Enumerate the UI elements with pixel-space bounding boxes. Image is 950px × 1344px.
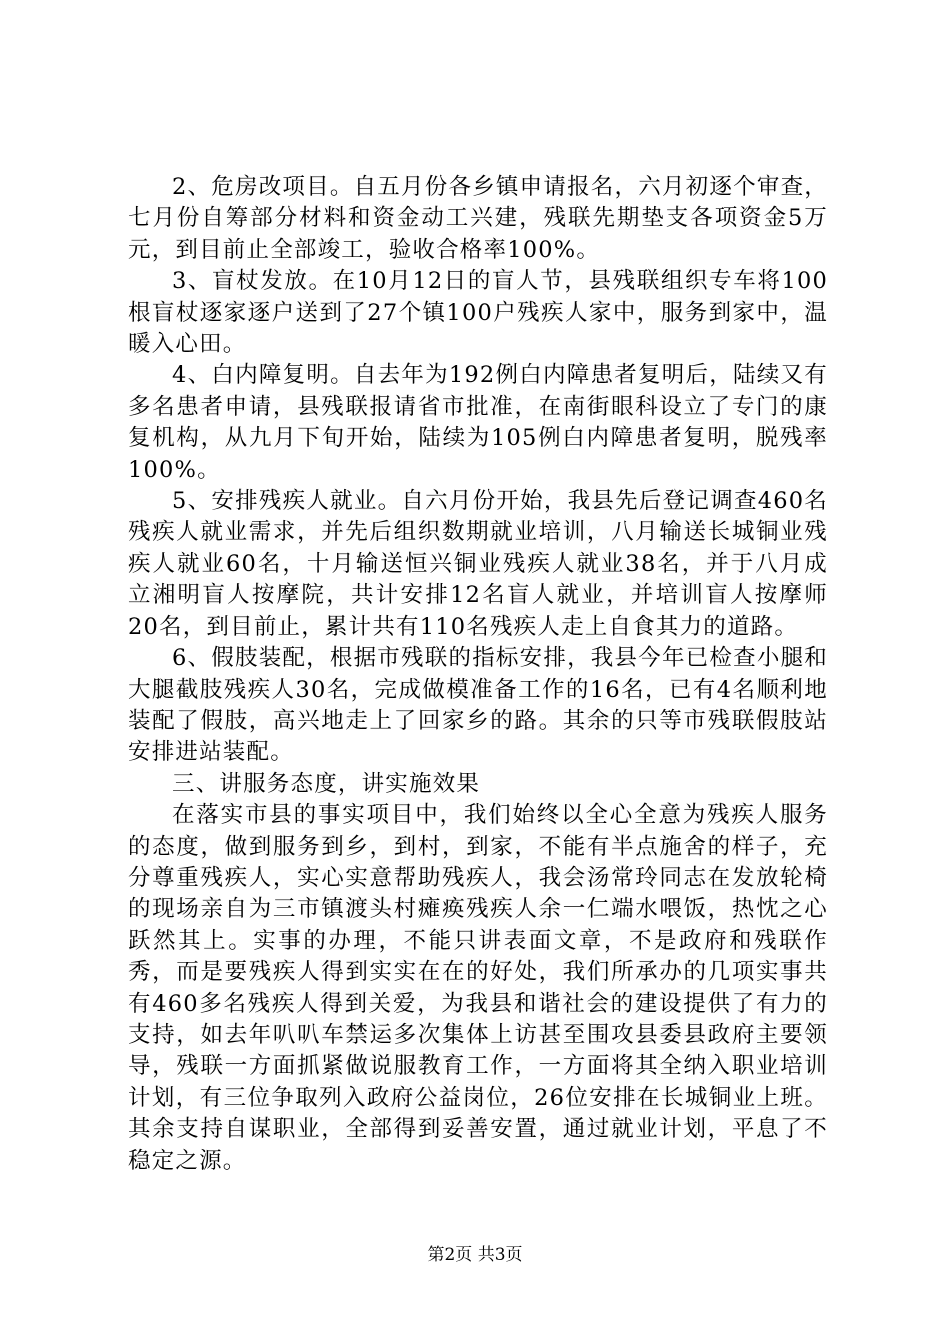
page-number: 第2页 共3页	[427, 1245, 523, 1265]
paragraph-item-5: 5、安排残疾人就业。自六月份开始，我县先后登记调查460名残疾人就业需求，并先后组织数期就业培训，八月输送长城铜业残疾人就业60名，十月输送恒兴铜业残疾人就业38名，并于八月成立湘明盲人按摩院，共计安排12名盲人就业，并培训盲人按摩师20名，到目前止，累计共有110名残疾人走上自食其力的道路。	[128, 488, 828, 640]
paragraph-item-2: 2、危房改项目。自五月份各乡镇申请报名，六月初逐个审查，七月份自筹部分材料和资金动工兴建，残联先期垫支各项资金5万元，到目前止全部竣工，验收合格率100%。	[128, 174, 828, 263]
section-heading: 三、讲服务态度，讲实施效果	[172, 770, 481, 797]
paragraph-item-3: 3、盲杖发放。在10月12日的盲人节，县残联组织专车将100根盲杖逐家逐户送到了27个镇100户残疾人家中，服务到家中，温暖入心田。	[128, 268, 828, 358]
paragraph-item-6: 6、假肢装配，根据市残联的指标安排，我县今年已检查小腿和大腿截肢残疾人30名，完成做模准备工作的16名，已有4名顺利地装配了假肢，高兴地走上了回家乡的路。其余的只等市残联假肢站安排进站装配。	[128, 645, 828, 766]
paragraph-item-4: 4、白内障复明。自去年为192例白内障患者复明后，陆续又有多名患者申请，县残联报请省市批准，在南街眼科设立了专门的康复机构，从九月下旬开始，陆续为105例白内障患者复明，脱残率100%。	[128, 362, 828, 483]
paragraph-summary: 在落实市县的事实项目中，我们始终以全心全意为残疾人服务的态度，做到服务到乡，到村，到家，不能有半点施舍的样子，充分尊重残疾人，实心实意帮助残疾人，我会汤常玲同志在发放轮椅的现场亲自为三市镇渡头村瘫痪残疾人余一仁端水喂饭，热忱之心跃然其上。实事的办理，不能只讲表面文章，不是政府和残联作秀，而是要残疾人得到实实在在的好处，我们所承办的几项实事共有460多名残疾人得到关爱，为我县和谐社会的建设提供了有力的支持，如去年叭叭车禁运多次集体上访甚至围攻县委县政府主要领导，残联一方面抓紧做说服教育工作，一方面将其全纳入职业培训计划，有三位争取列入政府公益岗位，26位安排在长城铜业上班。其余支持自谋职业，全部得到妥善安置，通过就业计划，平息了不稳定之源。	[128, 802, 828, 1174]
document-body	[128, 172, 828, 1177]
